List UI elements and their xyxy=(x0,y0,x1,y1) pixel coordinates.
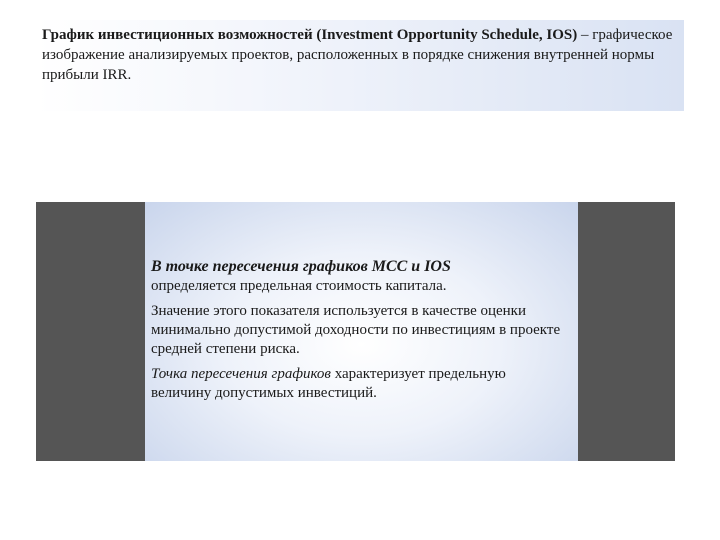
content-paragraph-3-rest: характеризует предельную величину допустимых инвестиций. xyxy=(151,366,506,401)
left-side-panel xyxy=(36,202,145,461)
content-paragraph-3-italic: Точка пересечения графиков xyxy=(151,366,331,382)
content-heading: В точке пересечения графиков MCC и IOS xyxy=(151,258,451,275)
definition-term: График инвестиционных возможностей (Investment Opportunity Schedule, IOS) xyxy=(42,27,578,43)
content-paragraph-2: Значение этого показателя используется в качестве оценки минимально допустимой доходности по инвестициям в проекте средней степени риска. xyxy=(151,303,561,357)
right-side-panel xyxy=(578,202,675,461)
definition-box xyxy=(36,20,684,111)
content-box xyxy=(145,202,578,461)
content-line-1: определяется предельная стоимость капитала. xyxy=(151,278,447,294)
definition-text: – графическое изображение анализируемых проектов, расположенных в порядке снижения внутренней нормы прибыли IRR. xyxy=(42,27,673,83)
content-paragraph-3 xyxy=(151,365,566,403)
